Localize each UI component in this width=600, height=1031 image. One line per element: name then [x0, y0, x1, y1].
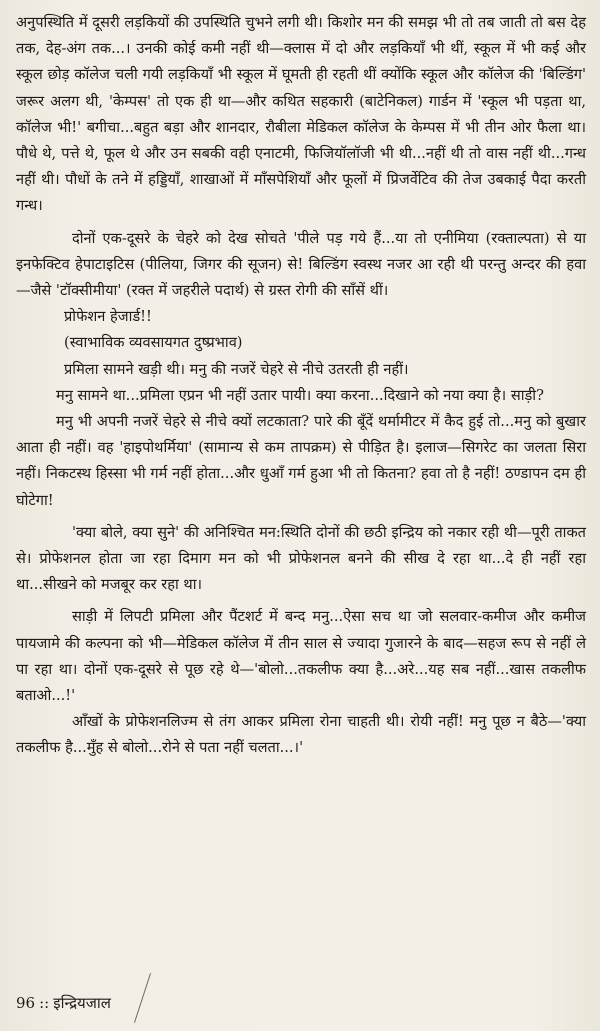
paragraph-4: (स्वाभाविक व्यवसायगत दुष्प्रभाव) — [64, 334, 243, 352]
paragraph-3: प्रोफेशन हेजार्ड!! — [64, 308, 152, 326]
paragraph-7: मनु भी अपनी नजरें चेहरे से नीचे क्यों लटकाता? पारे की बूँदें थर्मामीटर में कैद हुई तो...मनु को बुखार आता ही नहीं। वह 'हाइपोथर्मिया' (सामान्य से कम तापक्रम) से पीड़ित है। इलाज—सिगरेट का जलता सिरा नहीं। निकटस्थ हिस्सा भी गर्म नहीं होता...और धुआँ गर्म हुआ भी तो कितना? हवा तो है नहीं! ठण्डापन दम ही घोटेगा! — [16, 413, 586, 509]
paragraph-5: प्रमिला सामने खड़ी थी। मनु की नजरें चेहरे से नीचे उतरती ही नहीं। — [64, 360, 409, 378]
page-footer — [16, 993, 111, 1013]
paragraph-10: आँखों के प्रोफेशनलिज्म से तंग आकर प्रमिला रोना चाहती थी। रोयी नहीं! मनु पूछ न बैठे—'क्या तकलीफ है...मुँह से बोलो...रोने से पता नहीं चलता...।' — [16, 713, 586, 757]
book-title: इन्द्रियजाल — [53, 994, 111, 1012]
paragraph-1: अनुपस्थिति में दूसरी लड़कियों की उपस्थिति चुभने लगी थी। किशोर मन की समझ भी तो तब जाती तो बस देह तक, देह-अंग तक...। उनकी कोई कमी नहीं थी—क्लास में दो और लड़कियाँ भी थीं, स्कूल में भी कई और स्कूल छोड़ कॉलेज चली गयी लड़कियाँ भी स्कूल में घूमती ही रहती थीं क्योंकि स्कूल और कॉलेज की 'बिल्डिंग' जरूर अलग थी, 'केम्पस' तो एक ही था—और कथित सहकारी (बाटेनिकल) गार्डन में 'स्कूल भी पड़ता था, कॉलेज भी!' बगीचा...बहुत बड़ा और शानदार, रौबीला मेडिकल कॉलेज के केम्पस में भी तीन ओर फैला था। पौधे थे, पत्ते थे, फूल थे और उन सबकी वही एनाटमी, फिजियॉलॉजी भी थी...नहीं थी तो वास नहीं थी...गन्ध नहीं थी। पौधों के तने में हड्डियाँ, शाखाओं में माँसपेशियाँ और फूलों में प्रिजर्वेटिव की तेज उबकाई पैदा करती गन्ध। — [16, 14, 586, 215]
pencil-mark — [134, 973, 151, 1023]
paragraph-6: मनु सामने था...प्रमिला एप्रन भी नहीं उतार पायी। क्या करना...दिखाने को नया क्या है। साड़ी? — [56, 386, 544, 404]
page-number: 96 — [16, 994, 36, 1012]
paragraph-8: 'क्या बोले, क्या सुने' की अनिश्चित मन:स्थिति दोनों की छठी इन्द्रिय को नकार रही थी—पूरी ताकत से। प्रोफेशनल होता जा रहा दिमाग मन को भी प्रोफेशनल बनने की सीख दे रहा था...दे ही नहीं रहा था...सीखने को मजबूर कर रहा था। — [16, 523, 586, 594]
footer-separator: :: — [39, 994, 50, 1012]
page-body — [16, 10, 586, 762]
paragraph-9: साड़ी में लिपटी प्रमिला और पैंटशर्ट में बन्द मनु...ऐसा सच था जो सलवार-कमीज और कमीज पायजामे की कल्पना को भी—मेडिकल कॉलेज में तीन साल से ज्यादा गुजारने के बाद—सहज रूप से नहीं ले पा रहा था। दोनों एक-दूसरे से पूछ रहे थे—'बोलो...तकलीफ क्या है...अरे...यह सब नहीं...खास तकलीफ बताओ...!' — [16, 608, 586, 705]
paragraph-2: दोनों एक-दूसरे के चेहरे को देख सोचते 'पीले पड़ गये हैं...या तो एनीमिया (रक्ताल्पता) से या इनफेक्टिव हेपाटाइटिस (पीलिया, जिगर की सूजन) से! बिल्डिंग स्वस्थ नजर आ रही थी परन्तु अन्दर की हवा—जैसे 'टॉक्सीमीया' (रक्त में जहरीले पदार्थ) से ग्रस्त रोगी की साँसें थीं। — [16, 229, 586, 300]
